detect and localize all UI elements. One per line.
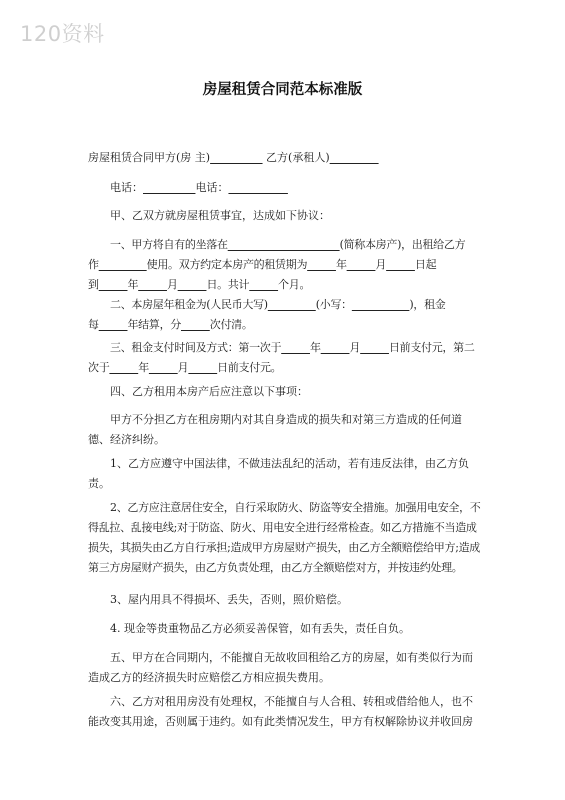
paragraph-item-1: 1、乙方应遵守中国法律，不做违法乱纪的活动，若有违反法律，由乙方负责。 (88, 457, 469, 490)
watermark: 120资料 (20, 22, 105, 46)
blank-field (188, 361, 217, 374)
blank-field (138, 278, 167, 291)
paragraph-clause-6: 六、乙方对租用房没有处理权，不能擅自与人合租、转租或借给他人，也不能改变其用途，否则属于违约。如有此类情况发生，甲方有权解除协议并收回房 (88, 695, 473, 728)
paragraph-clause-5: 五、甲方在合同期内，不能擅自无故收回租给乙方的房屋，如有类似行为而造成乙方的经济损失时应赔偿乙方相应损失费用。 (88, 651, 473, 684)
blank-field (228, 238, 340, 251)
blank-field (347, 258, 376, 271)
blank-field (307, 258, 336, 271)
blank-field (352, 298, 410, 311)
paragraph-phone: 电话： 电话： (88, 178, 483, 198)
blank-field (249, 278, 278, 291)
blank-field (149, 361, 178, 374)
paragraph-clause-2: 二、本房屋年租金为(人民币大写) (小写： )，租金每 年结算，分 次付清。 (88, 298, 446, 331)
blank-field (330, 151, 379, 164)
paragraph-clause-1: 一、甲方将自有的坐落在 (简称本房产)，出租给乙方作 使用。双方约定本房产的租赁期为 年 月 日起到 年 月 日。共计 个月。 (88, 238, 466, 291)
document-title: 房屋租赁合同范本标准版 (202, 82, 363, 98)
blank-field (268, 298, 316, 311)
paragraph-clause-3: 三、租金支付时间及方式：第一次于 年 月 日前支付元，第二次于 年 月 日前支付元。 (88, 341, 475, 374)
paragraph-item-4: 4. 现金等贵重物品乙方必须妥善保管，如有丢失，责任自负。 (110, 622, 410, 635)
blank-field (178, 278, 207, 291)
paragraph-item-2: 2、乙方应注意居住安全，自行采取防火、防盗等安全措施。加强用电安全，不得乱拉、乱接电线;对于防盗、防火、用电安全进行经常检查。如乙方措施不当造成损失，其损失由乙方自行承担;造成甲方房屋财产损失，由乙方全额赔偿给甲方;造成第三方房屋财产损失，由乙方负责处理，由乙方全额赔偿对方，并按违约处理。 (88, 501, 481, 574)
paragraph-intro: 甲、乙双方就房屋租赁事宜，达成如下协议： (110, 209, 330, 222)
blank-field (109, 361, 138, 374)
blank-field (99, 318, 128, 331)
blank-field (181, 318, 210, 331)
blank-field (99, 278, 128, 291)
blank-field (228, 181, 287, 194)
paragraph-disclaimer: 甲方不分担乙方在租房期内对其自身造成的损失和对第三方造成的任何道德、经济纠纷。 (88, 413, 462, 446)
paragraph-clause-4: 四、乙方租用本房产后应注意以下事项： (110, 385, 308, 398)
blank-field (321, 341, 350, 354)
paragraph-item-3: 3、屋内用具不得损坏、丢失，否则，照价赔偿。 (110, 593, 348, 606)
blank-field (386, 258, 415, 271)
blank-field (210, 151, 262, 164)
blank-field (360, 341, 389, 354)
blank-field (99, 258, 147, 271)
blank-field (143, 181, 195, 194)
paragraph-parties: 房屋租赁合同甲方(房 主) 乙方(承租人) (88, 148, 483, 168)
blank-field (281, 341, 310, 354)
